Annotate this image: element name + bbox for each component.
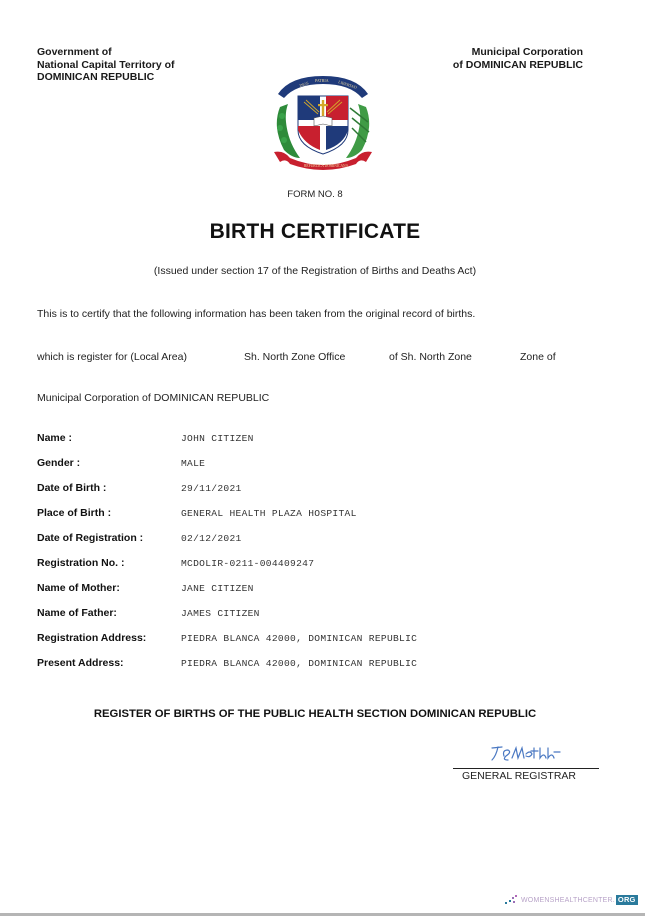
field-label: Place of Birth : [37,507,112,519]
issuer-line: DOMINICAN REPUBLIC [37,71,155,83]
svg-text:LIBERTAD: LIBERTAD [337,79,358,90]
field-label: Name of Father: [37,607,117,619]
local-area-zone: of Sh. North Zone [389,351,472,363]
municipal-corporation-line: Municipal Corporation of DOMINICAN REPUBLIC [37,392,270,404]
field-value: JANE CITIZEN [181,583,254,594]
local-area-zone-of: Zone of [520,351,556,363]
local-area-office: Sh. North Zone Office [244,351,346,363]
issuer-line: Municipal Corporation [471,46,583,58]
coat-of-arms-icon [270,72,376,174]
issuer-line: National Capital Territory of [37,58,175,71]
field-value: JAMES CITIZEN [181,608,260,619]
field-value: GENERAL HEALTH PLAZA HOSPITAL [181,508,357,519]
register-statement: REGISTER OF BIRTHS OF THE PUBLIC HEALTH SECTION DOMINICAN REPUBLIC [93,708,537,720]
watermark-name: WOMENSHEALTHCENTER. [521,896,615,904]
local-area-prefix: which is register for (Local Area) [37,351,187,363]
field-label: Date of Birth : [37,482,107,494]
svg-text:DIOS: DIOS [298,80,310,88]
field-label: Registration Address: [37,632,147,644]
form-number: FORM NO. 8 [287,189,343,200]
issuer-government [37,46,175,84]
svg-text:PATRIA: PATRIA [315,78,329,83]
field-value: 29/11/2021 [181,483,242,494]
certify-statement: This is to certify that the following information has been taken from the original record of births. [37,308,476,320]
dots-icon [505,894,519,906]
field-label: Name : [37,432,73,444]
issuer-municipal [453,46,583,71]
field-label: Gender : [37,457,81,469]
field-value: MALE [181,458,206,469]
registrar-signature [488,742,568,764]
field-label: Date of Registration : [37,532,144,544]
field-value: JOHN CITIZEN [181,433,254,444]
document-subtitle: (Issued under section 17 of the Registration of Births and Deaths Act) [153,265,477,277]
document-title: BIRTH CERTIFICATE [209,220,421,243]
field-label: Present Address: [37,657,124,669]
watermark-tld: ORG [617,895,636,904]
field-value: MCDOLIR-0211-004409247 [181,558,315,569]
signature-line [453,768,599,769]
registrar-title: GENERAL REGISTRAR [462,770,576,782]
issuer-line: Government of [37,46,112,58]
field-value: PIEDRA BLANCA 42000, DOMINICAN REPUBLIC [181,633,418,644]
issuer-line: of DOMINICAN REPUBLIC [452,58,583,71]
watermark-logo [505,893,638,907]
field-value: PIEDRA BLANCA 42000, DOMINICAN REPUBLIC [181,658,418,669]
field-value: 02/12/2021 [181,533,242,544]
svg-text:REPUBLICA DOMINICANA: REPUBLICA DOMINICANA [304,164,349,168]
field-label: Registration No. : [37,557,125,569]
field-label: Name of Mother: [37,582,120,594]
